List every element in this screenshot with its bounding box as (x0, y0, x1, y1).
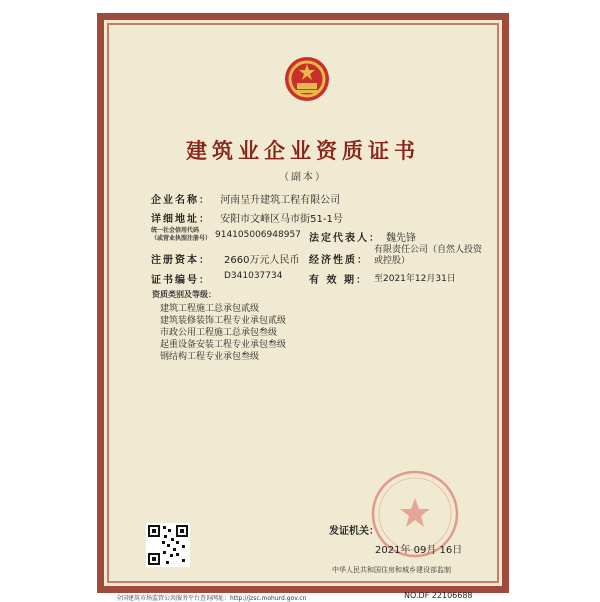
issuer-label: 发证机关： (329, 526, 379, 537)
certificate-subtitle: （副本） (279, 172, 327, 183)
company-name-label: 企业名称： (151, 195, 211, 206)
credit-code-row (151, 227, 211, 243)
footer-serial: NO.DF 22106688 (404, 591, 473, 600)
qualification-item: 建筑装修装饰工程专业承包贰级 (160, 316, 287, 326)
address-label: 详细地址： (151, 214, 211, 225)
validity-value: 至2021年12月31日 (374, 274, 456, 284)
cert-no-label: 证书编号： (151, 275, 211, 286)
validity-label: 有 效 期： (309, 275, 368, 286)
qualification-item: 起重设备安装工程专业承包叁级 (160, 340, 287, 350)
ministry-imprint: 中华人民共和国住房和城乡建设部监制 (332, 566, 451, 574)
econ-value: 有限责任公司（自然人投资 或控股） (374, 245, 483, 266)
qualification-item: 钢结构工程专业承包叁级 (160, 352, 260, 362)
qualification-item: 市政公用工程施工总承包叁级 (160, 328, 278, 338)
certificate-title: 建筑业企业资质证书 (186, 138, 420, 163)
capital-label: 注册资本： (151, 255, 211, 266)
qualification-item: 建筑工程施工总承包贰级 (160, 304, 260, 314)
qualifications-list (160, 303, 286, 363)
issue-date: 2021年 09月 16日 (375, 545, 463, 556)
certificate (97, 13, 509, 602)
company-name-row (151, 191, 340, 206)
national-emblem-icon (283, 55, 331, 103)
credit-code-label-line2: （或营业执照注册号） (151, 235, 212, 242)
footer-url: 全国建筑市场监管公共服务平台查询网址：http://jzsc.mohurd.gov.cn (116, 595, 307, 602)
legal-rep-value: 魏先锋 (386, 233, 416, 244)
company-name-value: 河南呈升建筑工程有限公司 (220, 195, 341, 206)
qualifications-title: 资质类别及等级： (152, 290, 216, 299)
econ-label: 经济性质： (309, 255, 369, 266)
capital-value: 2660万元人民币 (224, 255, 300, 266)
address-row (151, 210, 343, 225)
credit-code-value: 914105006948957 (215, 230, 301, 240)
credit-code-label-line1: 统一社会信用代码 (151, 227, 200, 234)
cert-no-value: D341037734 (224, 271, 283, 281)
legal-rep-label: 法定代表人： (309, 233, 381, 244)
qr-code-icon (146, 523, 190, 567)
address-value: 安阳市文峰区马市街51-1号 (220, 214, 343, 225)
